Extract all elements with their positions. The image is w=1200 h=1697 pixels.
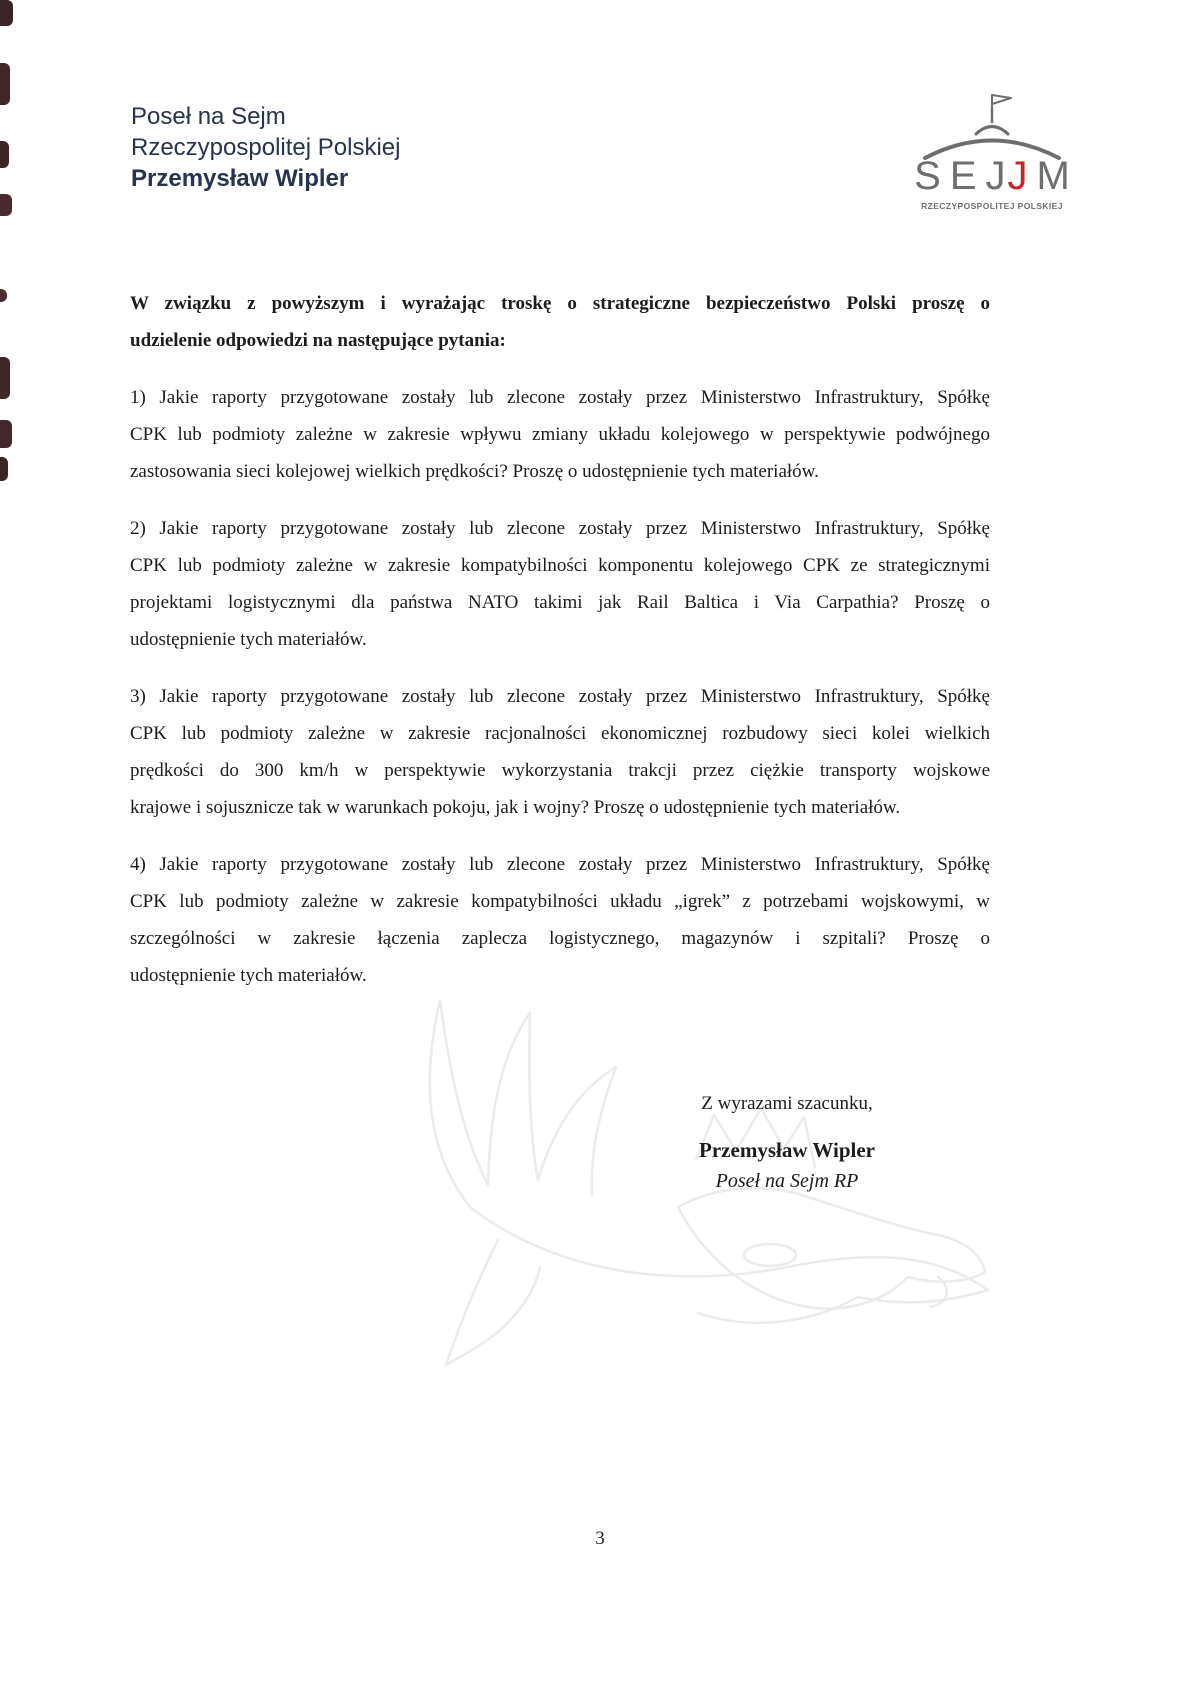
paragraph-line: krajowe i sojusznicze tak w warunkach pokoju, jak i wojny? Proszę o udostępnienie tych materiałów. <box>130 797 901 818</box>
sender-name: Przemysław Wipler <box>131 165 349 192</box>
paragraph-line: udostępnienie tych materiałów. <box>130 965 367 986</box>
sejm-letter-s: S <box>914 154 941 198</box>
paragraph-line: 3) Jakie raporty przygotowane zostały lub zlecone zostały przez Ministerstwo Infrastruktury, Spółkę <box>130 686 990 707</box>
sejm-logo-letters <box>914 154 1070 198</box>
paragraph-line: zastosowania sieci kolejowej wielkich prędkości? Proszę o udostępnienie tych materiałów. <box>130 461 819 482</box>
sender-role-line1: Poseł na Sejm <box>131 103 286 130</box>
paragraph-line: szczególności w zakresie łączenia zaplecza logistycznego, magazynów i szpitali? Proszę o <box>130 928 990 949</box>
paragraph-line: CPK lub podmioty zależne w zakresie kompatybilności komponentu kolejowego CPK ze strategicznymi <box>130 555 990 576</box>
paragraph-line: udzielenie odpowiedzi na następujące pytania: <box>130 330 506 351</box>
letter-body <box>130 285 990 1014</box>
sejm-letter-j-red: J <box>1007 154 1028 198</box>
sender-role-line2: Rzeczypospolitej Polskiej <box>131 134 401 161</box>
paragraph-line: CPK lub podmioty zależne w zakresie racjonalności ekonomicznej rozbudowy sieci kolei wielkich <box>130 723 990 744</box>
scan-artifact <box>0 63 10 105</box>
paragraph-line: projektami logistycznymi dla państwa NATO takimi jak Rail Baltica i Via Carpathia? Proszę o <box>130 592 990 613</box>
paragraph-line: prędkości do 300 km/h w perspektywie wykorzystania trakcji przez ciężkie transporty wojskowe <box>130 760 990 781</box>
sejm-logo <box>914 88 1070 211</box>
sejm-dome-icon <box>918 88 1066 160</box>
paragraph-line: W związku z powyższym i wyrażając troskę o strategiczne bezpieczeństwo Polski proszę o <box>130 293 990 314</box>
question-paragraph-2 <box>130 510 990 658</box>
sender-block <box>131 101 400 194</box>
question-paragraph-3 <box>130 678 990 826</box>
paragraph-line: 1) Jakie raporty przygotowane zostały lub zlecone zostały przez Ministerstwo Infrastruktury, Spółkę <box>130 387 990 408</box>
sejm-letter-j-gray: J <box>985 154 1006 198</box>
paragraph-line: 4) Jakie raporty przygotowane zostały lub zlecone zostały przez Ministerstwo Infrastruktury, Spółkę <box>130 854 990 875</box>
scan-artifact <box>0 420 12 448</box>
sejm-letter-m: M <box>1036 154 1070 198</box>
scan-artifact <box>0 289 7 302</box>
paragraph-line: udostępnienie tych materiałów. <box>130 629 367 650</box>
scan-artifact <box>0 457 8 481</box>
paragraph-line: CPK lub podmioty zależne w zakresie wpływu zmiany układu kolejowego w perspektywie podwójnego <box>130 424 990 445</box>
page-number: 3 <box>595 1528 605 1549</box>
scan-artifact <box>0 0 13 26</box>
sejm-logo-caption: RZECZYPOSPOLITEJ POLSKIEJ <box>921 201 1063 211</box>
signature-title: Poseł na Sejm RP <box>715 1170 859 1192</box>
sejm-letter-e: E <box>949 154 977 198</box>
scan-artifact <box>0 357 10 399</box>
signature-name: Przemysław Wipler <box>699 1138 875 1162</box>
question-paragraph-1 <box>130 379 990 490</box>
scan-artifact <box>0 194 12 216</box>
paragraph-line: 2) Jakie raporty przygotowane zostały lub zlecone zostały przez Ministerstwo Infrastruktury, Spółkę <box>130 518 990 539</box>
scan-artifact <box>0 141 9 168</box>
intro-paragraph <box>130 285 990 359</box>
signature-block <box>557 1085 1017 1197</box>
paragraph-line: CPK lub podmioty zależne w zakresie kompatybilności układu „igrek” z potrzebami wojskowymi, w <box>130 891 990 912</box>
closing-line: Z wyrazami szacunku, <box>701 1093 873 1114</box>
